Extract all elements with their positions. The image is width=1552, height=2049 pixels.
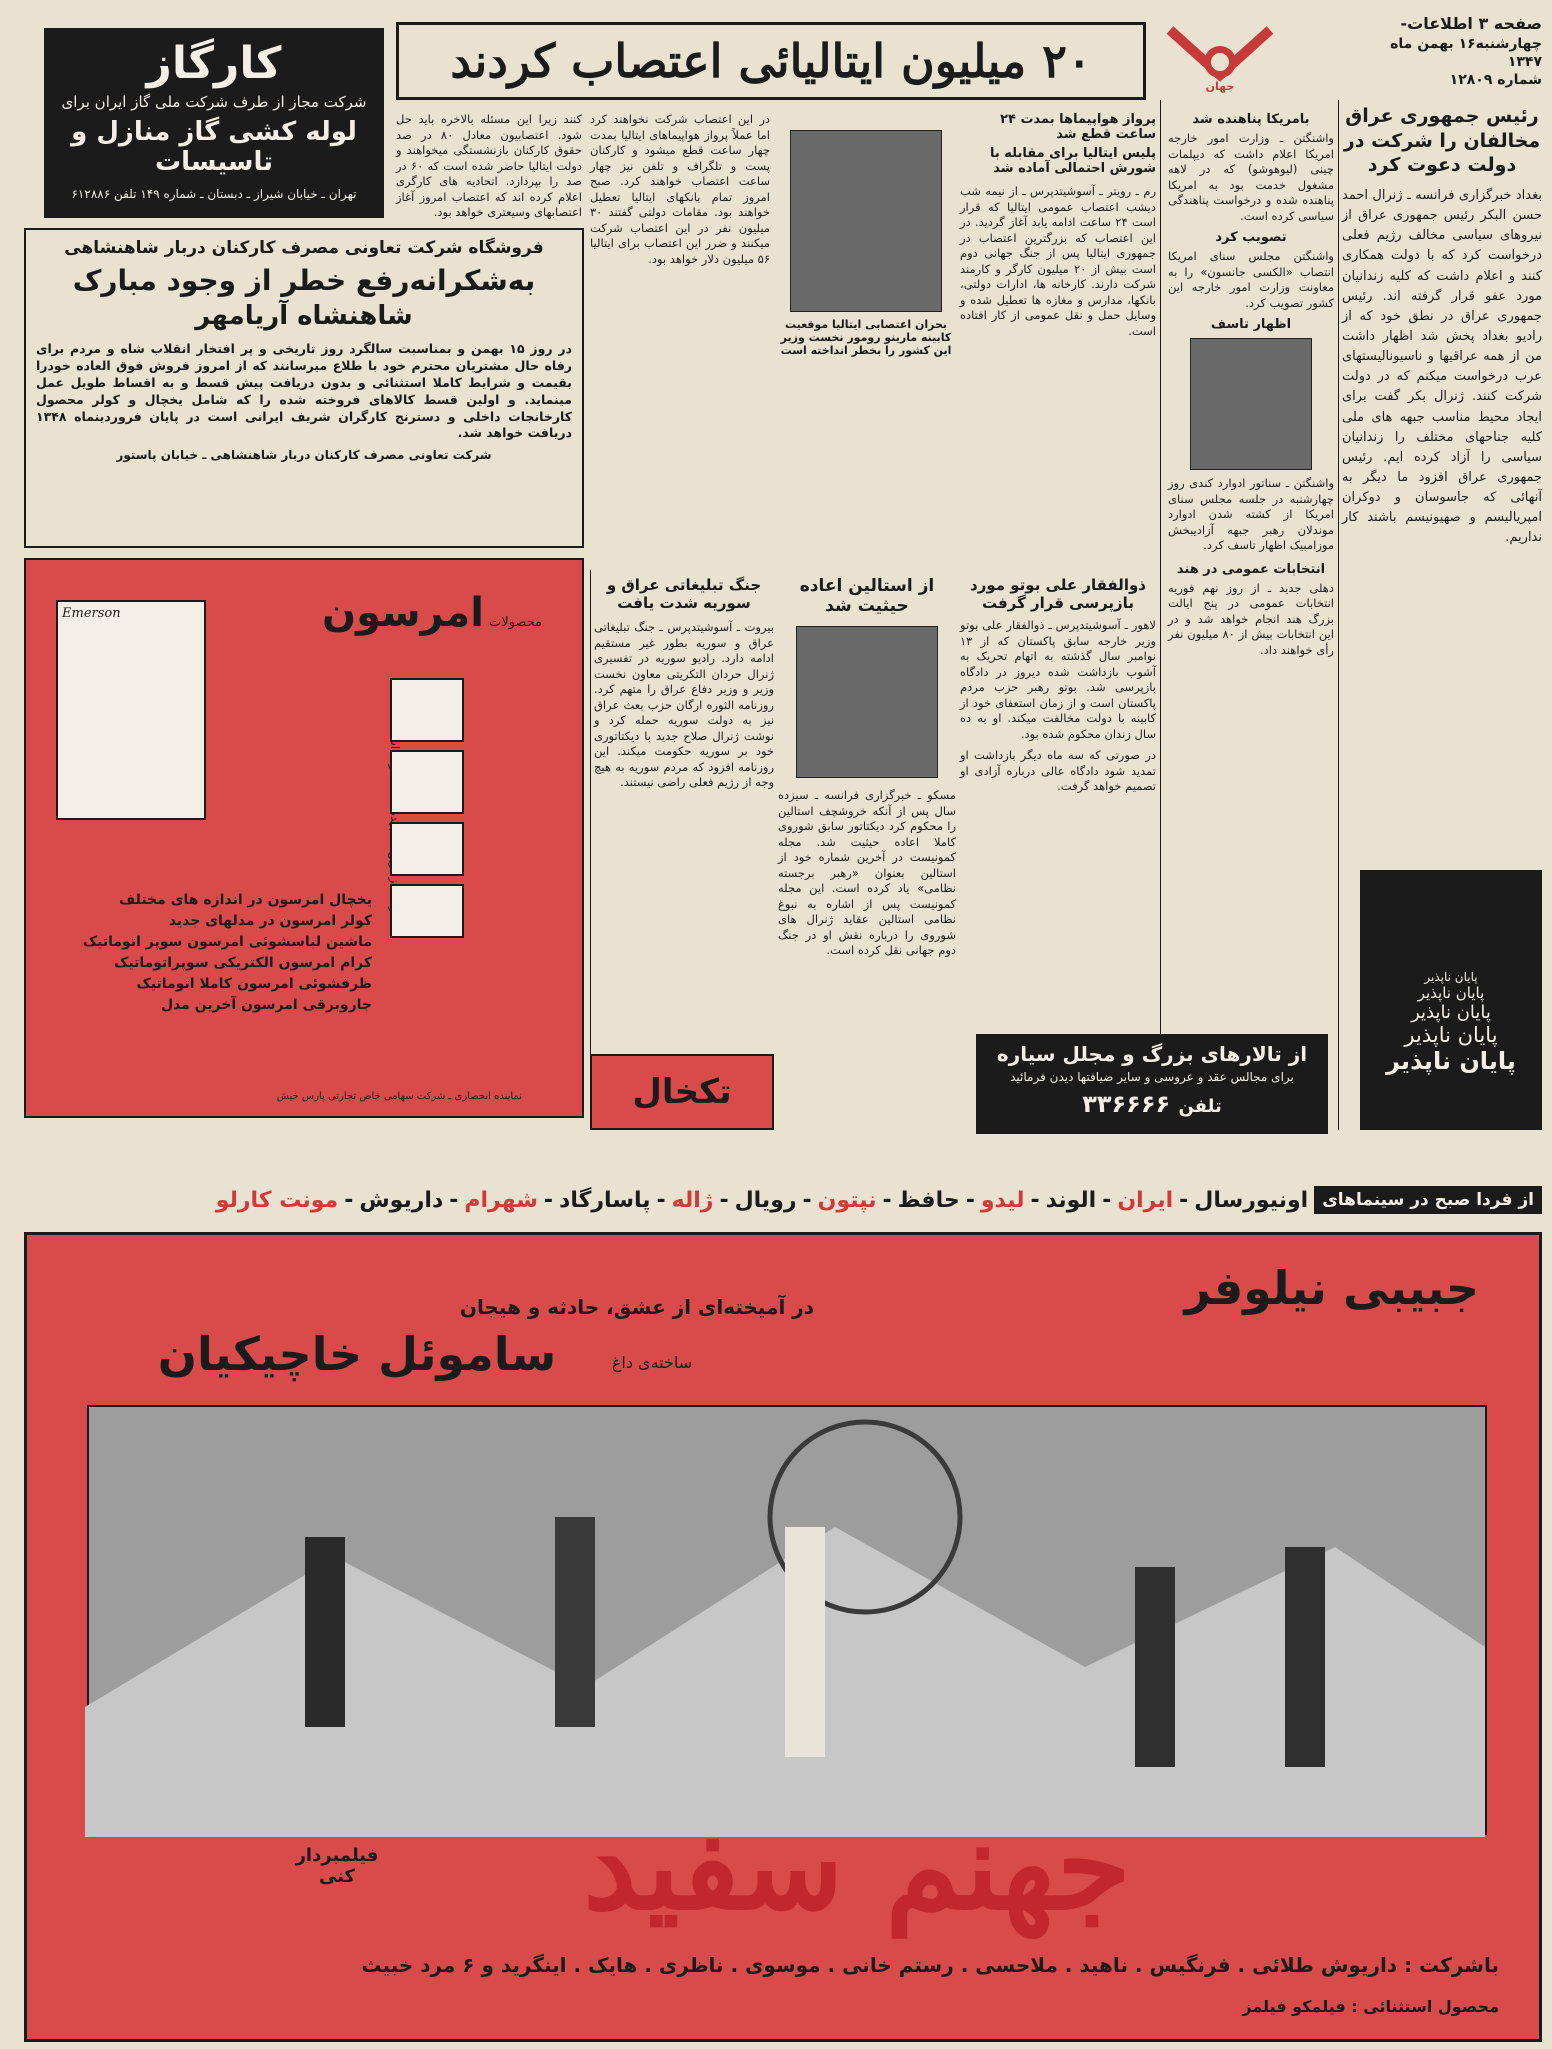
article-stalin bbox=[778, 576, 956, 1136]
hall-ad bbox=[976, 1034, 1328, 1134]
film-still-photo bbox=[87, 1405, 1487, 1835]
cinema-name: مونت کارلو bbox=[215, 1187, 339, 1213]
product-item: یخچال امرسون در اندازه های مختلف bbox=[118, 892, 372, 908]
coop-ad-body: در روز ۱۵ بهمن و بمناسبت سالگرد روز تاریخی و پر افتخار انقلاب شاه و مردم برای رفاه حال مشتریان محترم خود با طلاع میرسانند که از امروز فروش فوق العاده خودرا بقیمت و شرایط کاملا استثنائی و بدون دریافت پیش قسط و به اقساط طویل عمل مینماید. و اولین قسط کالاهای فروخته شده را که شامل یخچال و کولر محصول کارخانجات داخلی و دسترنج کارگران شریف ایرانی است در پایان فروردینماه ۱۳۴۸ دریافت خواهد شد. bbox=[36, 341, 572, 441]
film-cast-row bbox=[79, 1953, 1499, 1977]
iraq-syria-body: بیروت ـ آسوشیتدپرس ـ جنگ تبلیغاتی عراق و سوریه بطور غیر مستقیم ادامه دارد. رادیو سوریه در تفسیری ژنرال حردان التکریتی معاون نخست وزیر و وزیر دفاع عراق را متهم کرد. روزنامه الثوره ارگان حزب بعث عراق نیز به دولت سوریه حمله کرد و نوشت ژنرال صلاح جدید با دیکتاتوری خود بر سوریه حکومت میکند. این روزنامه افزود که مردم سوریه به هیچ وجه از رژیم فعلی راضی نیستند. bbox=[594, 620, 774, 790]
coop-ad-slogan1: به‌شکرانه‌رفع خطر از وجود مبارک bbox=[72, 264, 536, 297]
film-tagline: در آمیخته‌ای از عشق، حادثه و هیجان bbox=[459, 1295, 815, 1319]
strike-photo-block bbox=[776, 112, 956, 402]
film-scene-illustration bbox=[85, 1407, 1485, 1837]
appliance-icons bbox=[382, 670, 472, 970]
emerson-footer: نماینده انحصاری ـ شرکت سهامی خاص تجارتی پارس خیش bbox=[276, 1091, 522, 1102]
film-filmed-by: فیلمبردار کنی bbox=[295, 1845, 379, 1887]
film-cast-label: باشرکت : bbox=[1404, 1953, 1499, 1977]
endless-line: پایان ناپذیر bbox=[1424, 970, 1478, 984]
hall-ad-phone: ۳۳۶۶۶۶ bbox=[1082, 1090, 1171, 1118]
coop-ad-title: فروشگاه شرکت تعاونی مصرف کارکنان دربار شاهنشاهی bbox=[64, 238, 544, 258]
article-us-body: واشنگتن ـ وزارت امور خارجه امریکا اعلام داشت که دیپلمات چینی (لیوهوشو) که در لاهه مشغول خدمت بود به امریکا پناهنده شده و درخواست پناهندگی سیاسی کرده است. bbox=[1168, 131, 1334, 223]
page-label: صفحه ۳ اطلاعات- bbox=[1400, 14, 1542, 33]
article-us bbox=[1168, 112, 1334, 1162]
article-iraq-body: بغداد خبرگزاری فرانسه ـ ژنرال احمد حسن البکر رئیس جمهوری عراق از نیروهای سیاسی مخالف رژیم فعلی درخواست کرد که با دولت همکاری کنند و اعلام داشت که کلیه زندانیان مورد عفو قرار گرفته اند. رئیس جمهوری عراق در نطق خود که از رادیو بغداد پخش شد اظهار داشت من از همه عراقیها و ناسیونالیستهای عرب درخواست میکنم که در دولت شرکت کنند. ژنرال بکر گفت برای ایجاد محیط مناسب جبهه های ملی کلیه جناحهای مختلف را زندانیان سیاسی را آزاد کرده ایم. رئیس جمهوری عراق افزود ما دیگر به آنهائی که جاسوسان و دوکران امپریالیسم و صهیونیسم باشند کار نداریم. bbox=[1342, 188, 1542, 546]
cinema-name: ژاله bbox=[671, 1187, 714, 1213]
article-elections-body: دهلی جدید ـ از روز نهم فوریه انتخابات عمومی در پنج ایالت بزرگ هند انجام خواهد شد و در این انتخابات بیش از ۸۰ میلیون نفر رأی خواهند داد. bbox=[1168, 580, 1334, 657]
product-item: ماشین لباسشوئی امرسون سوپر اتوماتیک bbox=[82, 934, 372, 950]
strike-photo-caption: بحران اعتصابی ایتالیا موقعیت کابینه مارینو رومور نخست وزیر این کشور را بخطر انداخته است bbox=[780, 318, 952, 357]
hall-ad-subtitle: برای مجالس عقد و عروسی و سایر ضیافتها دیدن فرمائید bbox=[1010, 1070, 1294, 1084]
cinema-name: نپتون bbox=[817, 1187, 877, 1213]
coop-ad-footer: شرکت تعاونی مصرف کارکنان دربار شاهنشاهی ـ خیابان پاستور bbox=[116, 448, 492, 463]
article-iraq-syria bbox=[594, 576, 774, 1036]
endless-line: پایان ناپذیر bbox=[1386, 1047, 1516, 1075]
film-cast: داریوش طلائی . فرنگیس . ناهید . ملاحسی . رستم خانی . موسوی . ناظری . هایک . اینگرید و ۶ مرد خبیث bbox=[361, 1953, 1398, 1977]
gas-ad-address: تهران ـ خیابان شیراز ـ دبستان ـ شماره ۱۴۹ تلفن ۶۱۲۸۸۶ bbox=[71, 187, 357, 201]
article-us-sub2-body: واشنگتن ـ سناتور ادوارد کندی روز چهارشنبه در جلسه مجلس سنای امریکا از کشته شدن ادوارد موندلان رهبر جبهه آزادیبخش موزامبیک اظهار تاسف کرد. bbox=[1168, 476, 1334, 553]
endless-line: پایان ناپذیر bbox=[1417, 984, 1485, 1002]
portrait-photo bbox=[1190, 338, 1312, 470]
takhal-label: تکخال bbox=[632, 1072, 732, 1112]
cinema-name: داریوش bbox=[359, 1187, 444, 1213]
product-item: کرام امرسون الکتریکی سوپراتوماتیک bbox=[114, 955, 372, 971]
cinema-strip: از فردا صبح در سینماهای اونیورسال - ایران - الوند - لیدو - حافظ - نپتون - رویال - ژاله - پاسارگاد - شهرام - داریوش - مونت کارلو bbox=[24, 1178, 1542, 1222]
gas-ad-line2: لوله کشی گاز منازل و تاسیسات bbox=[71, 117, 357, 177]
endless-ad bbox=[1360, 870, 1542, 1130]
bhutto-body-2: در صورتی که سه ماه دیگر بازداشت او تمدید شود دادگاه عالی درباره آزادی او تصمیم خواهد گرفت. bbox=[960, 748, 1156, 794]
endless-line: پایان ناپذیر bbox=[1411, 1002, 1491, 1023]
bhutto-title: ذوالفقار علی بوتو مورد بازپرسی قرار گرفت bbox=[970, 576, 1146, 612]
emerson-brand-small: محصولات bbox=[489, 615, 542, 630]
cinema-prefix: از فردا صبح در سینماهای bbox=[1314, 1186, 1542, 1214]
emerson-ad bbox=[24, 558, 584, 1118]
minister-photo bbox=[790, 130, 942, 312]
product-item: کولر امرسون در مدلهای جدید bbox=[168, 913, 372, 929]
iraq-syria-title: جنگ تبلیغاتی عراق و سوریه شدت یافت bbox=[606, 576, 762, 612]
gas-ad-line1: شرکت مجاز از طرف شرکت ملی گاز ایران برای bbox=[61, 93, 367, 111]
swords-icon bbox=[1160, 20, 1280, 110]
film-producer: محصول استثنائی : فیلمکو فیلمز bbox=[1242, 1997, 1499, 2016]
article-us-sub-body: واشنگتن مجلس سنای امریکا انتصاب «الکسی جانسون» را به معاونت وزارت امور خارجه این کشور تصویب کرد. bbox=[1168, 249, 1334, 310]
cinema-name: اونیورسال bbox=[1194, 1187, 1309, 1213]
strike-bullet-2: پلیس ایتالیا برای مقابله با شورش احتمالی آماده شد bbox=[989, 146, 1156, 176]
jahan-logo bbox=[1160, 20, 1280, 110]
product-item: ظرفشوئی امرسون کاملا اتوماتیک bbox=[136, 976, 372, 992]
cinema-name: رویال bbox=[734, 1187, 797, 1213]
emerson-brand bbox=[322, 590, 542, 636]
cinema-name: لیدو bbox=[980, 1187, 1025, 1213]
strike-body: رم ـ رویتر ـ آسوشیتدپرس ـ از نیمه شب دیشب اعتصاب عمومی ایتالیا که قرار است ۲۴ ساعت ادامه یابد آغاز گردید. در این اعتصاب که بزرگترین اعتصاب در جمهوری ایتالیا پس از جنگ جهانی دوم است بیش از ۲۰ میلیون کارگر و کارمند شرکت دارند. کارخانه ها، ادارات دولتی، بانکها، مدارس و مغازه ها تعطیل شده و وسایل حمل و نقل عمومی از کار افتاده است. bbox=[960, 184, 1157, 338]
film-ad bbox=[24, 1232, 1542, 2042]
article-us-title: بامریکا پناهنده شد bbox=[1192, 112, 1310, 127]
cinema-name: حافظ bbox=[897, 1187, 960, 1213]
film-stars: جبیبی نیلوفر bbox=[1184, 1261, 1479, 1315]
gas-ad-title: کارگاز bbox=[146, 38, 282, 89]
date-line: چهارشنبه۱۶ بهمن ماه ۱۳۴۷ bbox=[1390, 35, 1542, 70]
article-elections-title: انتخابات عمومی در هند bbox=[1176, 561, 1326, 577]
gas-ad bbox=[44, 28, 384, 218]
coop-ad bbox=[24, 228, 584, 548]
article-us-sub2-title: اظهار تاسف bbox=[1210, 317, 1292, 333]
article-us-sub-title: تصویب کرد bbox=[1215, 230, 1287, 246]
hall-ad-phone-label: تلفن bbox=[1178, 1096, 1222, 1117]
stalin-title: از استالین اعاده حیثیت شد bbox=[799, 576, 935, 616]
cinema-name: ایران bbox=[1117, 1187, 1174, 1213]
stalin-body: مسکو ـ خبرگزاری فرانسه ـ سیزده سال پس از آنکه خروشچف استالین را محکوم کرد دیکتاتور سابق شوروی کاملا اعاده حیثیت شد. مجله کمونیست در آخرین شماره خود از استالین بعنوان «رهبر برجسته نظامی» یاد کرده است. این مجله کمونیست پس از اشاره به نبوغ نظامی استالین عقاید ژنرال های شوروی را درباره نقش او در جنگ دوم جهانی نقل کرده است. bbox=[778, 788, 956, 958]
emerson-products bbox=[52, 890, 372, 1016]
cinema-name: پاسارگاد bbox=[559, 1187, 651, 1213]
logo-label: جهان bbox=[1205, 80, 1235, 93]
bhutto-body: لاهور ـ آسوشیتدپرس ـ ذوالفقار علی بوتو وزیر خارجه سابق پاکستان که از ۱۳ نوامبر سال گذشته به اتهام تحریک به آشوب بازداشت شده دیروز در دادگاه بازپرسی شد. بوتو رهبر حزب مردم پاکستان است و از زمان استعفای خود از کابینه با دولت مخالفت میکند. او به ده سال زندان محکوم شده بود. bbox=[960, 618, 1156, 741]
strike-bullet-1: پرواز هواپیماها بمدت ۲۴ ساعت قطع شد bbox=[1000, 112, 1156, 142]
cinema-name: شهرام bbox=[464, 1187, 538, 1213]
masthead bbox=[1352, 14, 1542, 89]
film-director: ساموئل خاچیکیان bbox=[157, 1327, 557, 1381]
article-iraq-title: رئیس جمهوری عراق مخالفان را شرکت در دولت دعوت کرد bbox=[1343, 105, 1541, 177]
fridge-illustration bbox=[56, 600, 206, 820]
product-item: جاروبرقی امرسون آخرین مدل bbox=[160, 997, 372, 1013]
article-bhutto bbox=[960, 576, 1156, 976]
emerson-brand-name: امرسون bbox=[321, 590, 484, 636]
stalin-photo bbox=[796, 626, 938, 778]
film-title: جهنم سفید bbox=[583, 1796, 1131, 1937]
main-headline: ۲۰ میلیون ایتالیائی اعتصاب کردند bbox=[396, 22, 1146, 100]
fridge-label: Emerson bbox=[62, 606, 121, 621]
film-maker-label: ساخته‌ی داغ bbox=[611, 1353, 693, 1372]
strike-body-2: در این اعتصاب شرکت نخواهند کرد اما عملاً پرواز هواپیماهای ایتالیا بمدت چهار ساعت قطع میشود و کارکنان پست و تلگراف و تلفن نیز چهار ساعت اعتصاب خواهند کرد. صبح امروز تمام بانکهای ایتالیا تعطیل خواهند بود. مقامات دولتی گفتند ۳۰ میلیون نفر در این اعتصاب شرکت میکنند و ضرر این اعتصاب برای ایتالیا ۵۶ میلیون دلار خواهد بود. bbox=[590, 112, 770, 266]
hall-ad-title: از تالارهای بزرگ و مجلل سیاره bbox=[996, 1042, 1308, 1066]
issue-line: شماره ۱۲۸۰۹ bbox=[1449, 72, 1542, 89]
cinema-name: الوند bbox=[1045, 1187, 1097, 1213]
strike-body-3: کنند زیرا این مسئله بالاخره باید حل شود. اعتصابیون معادل ۸۰ در صد حقوق کارکنان بازنشستگی میخواهند و دولت ایتالیا حاضر شده است که ۶۰ در صد را بپردازد. اتحادیه های کارگری اعلام کرده اند که اعتصاب امروز آغاز اعتصابهای وسیعتری خواهد بود. bbox=[396, 112, 582, 220]
endless-line: پایان ناپذیر bbox=[1404, 1023, 1498, 1047]
coop-ad-slogan2: شاهنشاه آریامهر bbox=[195, 301, 413, 331]
article-iraq bbox=[1342, 104, 1542, 884]
takhal-ad bbox=[590, 1054, 774, 1130]
